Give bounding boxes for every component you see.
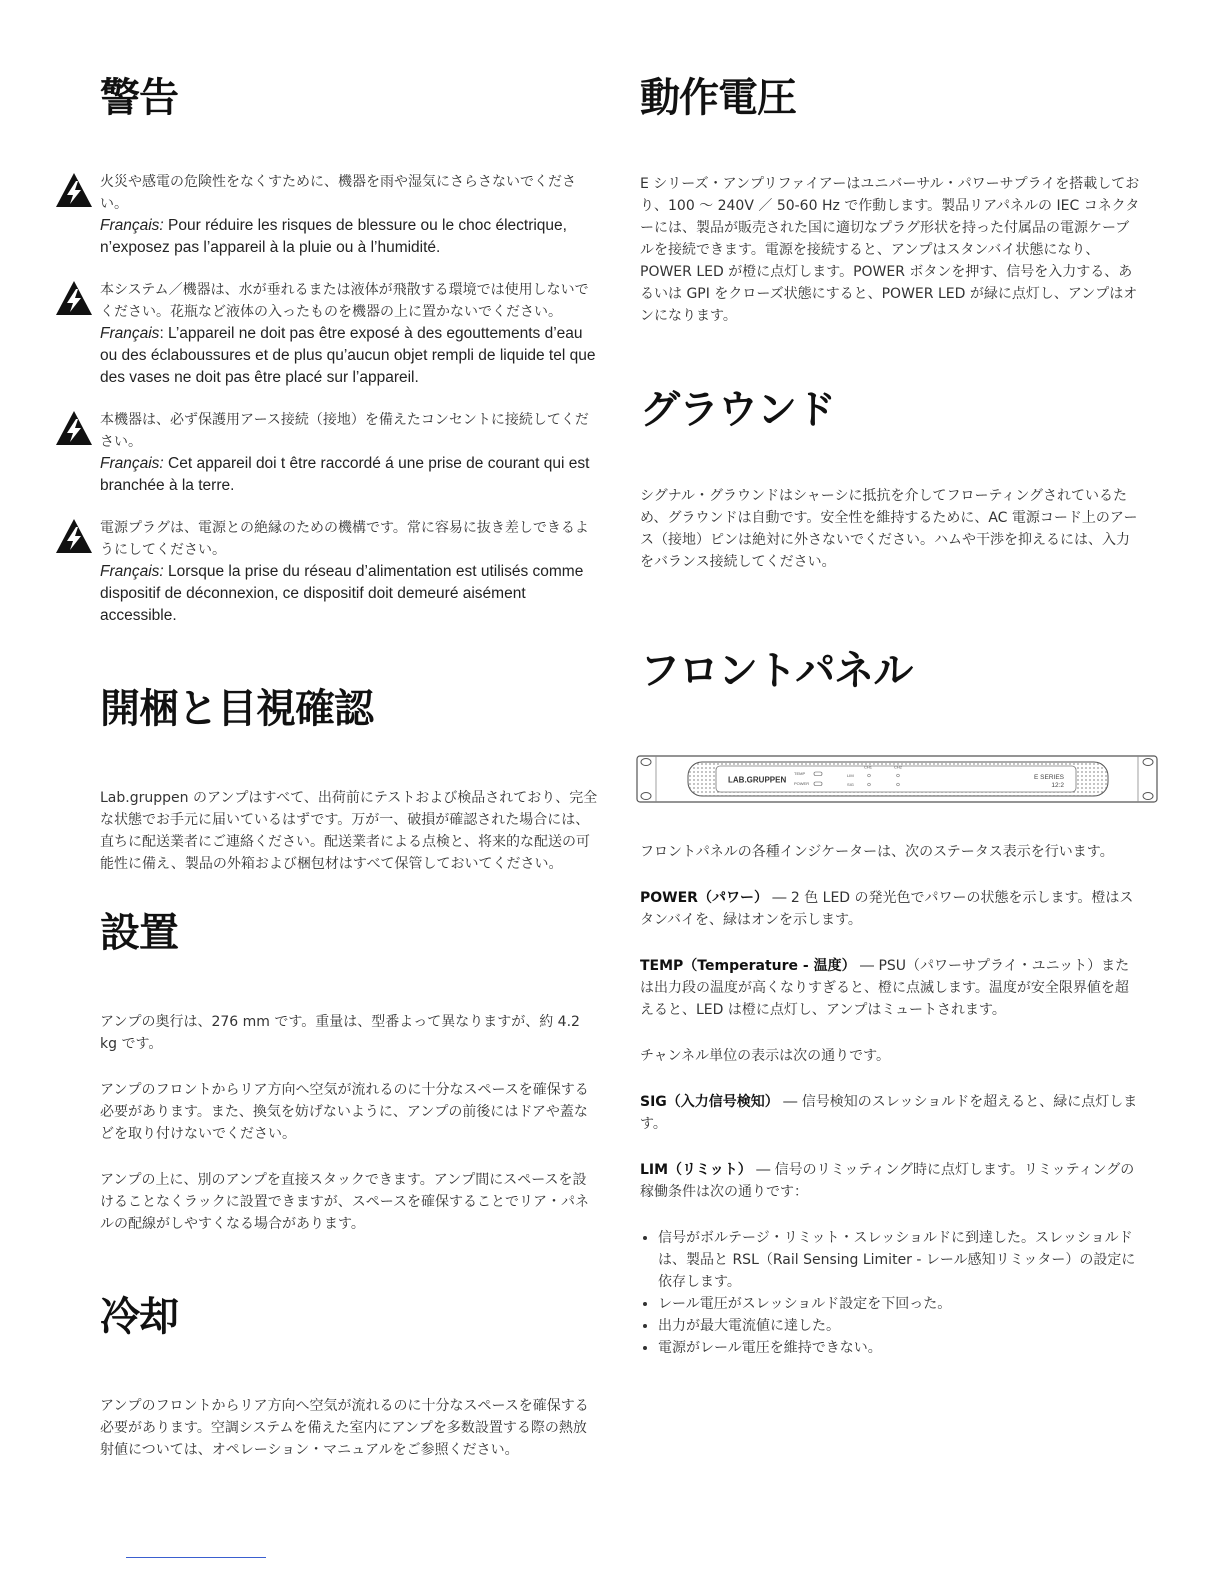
installation-text: アンプのフロントからリア方向へ空気が流れるのに十分なスペースを確保する必要があります。また、換気を妨げないように、アンプの前後にはドアや蓋などを取り付けないでください。 bbox=[100, 1082, 589, 1142]
model-label: 12:2 bbox=[1051, 782, 1064, 789]
front-panel-heading: フロントパネル bbox=[640, 648, 913, 694]
fr-label: Français bbox=[100, 325, 160, 342]
warning-text-fr: Français: Pour réduire les risques de blessure ou le choc électrique, n’exposez pas l’appareil à la pluie ou à l’humidité. bbox=[100, 217, 567, 256]
front-panel-intro: フロントパネルの各種インジケーターは、次のステータス表示を行います。 bbox=[640, 844, 1114, 860]
unpacking-text: Lab.gruppen のアンプはすべて、出荷前にテストおよび検品されており、完全な状態でお手元に届いているはずです。万が一、破損が確認された場合には、直ちに配送業者にご連絡ください。配送業者による点検と、将来的な配送の可能性に備え、製品の外箱および梱包材はすべて保管しておいてください。 bbox=[100, 790, 598, 872]
list-item: • レール電圧がスレッショルド設定を下回った。 bbox=[658, 1293, 1140, 1315]
lim-indicator-desc: LIM（リミット） ― 信号のリミッティング時に点灯します。リミッティングの稼働条件は次の通りです： bbox=[640, 1162, 1135, 1200]
warning-text-ja: 火災や感電の危険性をなくすために、機器を雨や湿気にさらさないでください。 bbox=[100, 174, 576, 212]
cooling-text: アンプのフロントからリア方向へ空気が流れるのに十分なスペースを確保する必要があります。空調システムを備えた室内にアンプを多数設置する際の熱放射値については、オペレーション・マニュアルをご参照ください。 bbox=[100, 1398, 589, 1458]
warning-triangle-icon bbox=[54, 279, 94, 319]
right-column bbox=[640, 70, 1140, 1359]
cooling-heading: 冷却 bbox=[100, 1294, 178, 1340]
warning-item bbox=[100, 171, 600, 259]
warning-text-ja: 本システム／機器は、水が垂れるまたは液体が飛散する環境では使用しないでください。花瓶など液体の入ったものを機器の上に置かないでください。 bbox=[100, 282, 589, 320]
warning-item bbox=[100, 279, 600, 389]
svg-text:SIG: SIG bbox=[847, 782, 854, 787]
sig-indicator-label: SIG（入力信号検知） bbox=[640, 1094, 779, 1110]
voltage-heading: 動作電圧 bbox=[640, 75, 796, 121]
fr-label: Français: bbox=[100, 563, 164, 580]
svg-text:LIM: LIM bbox=[847, 773, 854, 778]
warning-triangle-icon bbox=[54, 171, 94, 211]
warning-text-ja: 本機器は、必ず保護用アース接続（接地）を備えたコンセントに接続してください。 bbox=[100, 412, 589, 450]
fr-label: Français: bbox=[100, 217, 164, 234]
svg-text:CH1: CH1 bbox=[864, 764, 873, 770]
temp-indicator-desc: TEMP（Temperature - 温度） ― PSU（パワーサプライ・ユニット）または出力段の温度が高くなりすぎると、橙に点滅します。温度が安全限界値を超えると、LED は橙に点灯し、アンプはミュートされます。 bbox=[640, 958, 1130, 1018]
ground-heading: グラウンド bbox=[640, 387, 835, 433]
svg-text:POWER: POWER bbox=[794, 781, 810, 786]
left-column bbox=[100, 70, 600, 1461]
installation-text: アンプの奥行は、276 mm です。重量は、型番よって異なりますが、約 4.2 kg です。 bbox=[100, 1014, 580, 1052]
installation-text: アンプの上に、別のアンプを直接スタックできます。アンプ間にスペースを設けることなくラックに設置できますが、スペースを確保することでリア・パネルの配線がしやすくなる場合があります。 bbox=[100, 1172, 590, 1232]
temp-indicator-label: TEMP（Temperature - 温度） bbox=[640, 958, 856, 974]
warning-triangle-icon bbox=[54, 517, 94, 557]
voltage-text: E シリーズ・アンプリファイアーはユニバーサル・パワーサプライを搭載しており、100 ～ 240V ／ 50-60 Hz で作動します。製品リアパネルの IEC コネクターには、製品が販売された国に適切なプラグ形状を持った付属品の電源ケーブルを接続できます。電源を接続すると、アンプはスタンバイ状態になり、POWER LED が橙に点灯します。POWER ボタンを押す、信号を入力する、あるいは GPI をクローズ状態にすると、POWER LED が緑に点灯し、アンプはオンになります。 bbox=[640, 176, 1140, 324]
warning-heading: 警告 bbox=[100, 75, 178, 121]
front-panel-illustration bbox=[636, 754, 1158, 806]
warning-text-fr: Français: Lorsque la prise du réseau d’alimentation est utilisés comme dispositif de déconnexion, ce dispositif doit demeuré aisément accessible. bbox=[100, 563, 584, 624]
warning-item bbox=[100, 517, 600, 627]
series-label: E SERIES bbox=[1034, 774, 1064, 781]
footer-rule bbox=[126, 1557, 266, 1558]
svg-text:CH2: CH2 bbox=[894, 764, 903, 770]
list-item: • 信号がボルテージ・リミット・スレッショルドに到達した。スレッショルドは、製品と RSL（Rail Sensing Limiter - レール感知リミッター）の設定に依存します。 bbox=[658, 1227, 1140, 1293]
brand-logo: LAB.GRUPPEN bbox=[728, 775, 787, 785]
sig-indicator-desc: SIG（入力信号検知） ― 信号検知のスレッショルドを超えると、緑に点灯します。 bbox=[640, 1094, 1138, 1132]
amplifier-front-panel bbox=[636, 754, 1158, 806]
warning-item bbox=[100, 409, 600, 497]
list-item: • 出力が最大電流値に達した。 bbox=[658, 1315, 1140, 1337]
svg-text:TEMP: TEMP bbox=[794, 771, 806, 776]
warning-text-ja: 電源プラグは、電源との絶縁のための機構です。常に容易に抜き差しできるようにしてください。 bbox=[100, 520, 589, 558]
warning-text-fr: Français: Cet appareil doi t être raccordé á une prise de courant qui est branchée à la terre. bbox=[100, 455, 590, 494]
ground-text: シグナル・グラウンドはシャーシに抵抗を介してフローティングされているため、グラウンドは自動です。安全性を維持するために、AC 電源コード上のアース（接地）ピンは絶対に外さないでください。ハムや干渉を抑えるには、入力をバランス接続してください。 bbox=[640, 488, 1138, 570]
unpacking-heading: 開梱と目視確認 bbox=[100, 686, 373, 732]
warning-triangle-icon bbox=[54, 409, 94, 449]
warning-text-fr: Français: L’appareil ne doit pas être exposé à des egouttements d’eau ou des éclaboussures et de plus qu’aucun objet rempli de liquide tel que des vases ne doit pas être placé sur l’appareil. bbox=[100, 325, 596, 386]
lim-indicator-label: LIM（リミット） bbox=[640, 1162, 752, 1178]
limit-conditions-list bbox=[640, 1227, 1140, 1359]
power-indicator-desc: POWER（パワー） ― 2 色 LED の発光色でパワーの状態を示します。橙はスタンバイを、緑はオンを示します。 bbox=[640, 890, 1134, 928]
channel-intro: チャンネル単位の表示は次の通りです。 bbox=[640, 1048, 891, 1064]
list-item: • 電源がレール電圧を維持できない。 bbox=[658, 1337, 1140, 1359]
installation-heading: 設置 bbox=[100, 910, 178, 956]
power-indicator-label: POWER（パワー） bbox=[640, 890, 768, 906]
fr-label: Français: bbox=[100, 455, 164, 472]
